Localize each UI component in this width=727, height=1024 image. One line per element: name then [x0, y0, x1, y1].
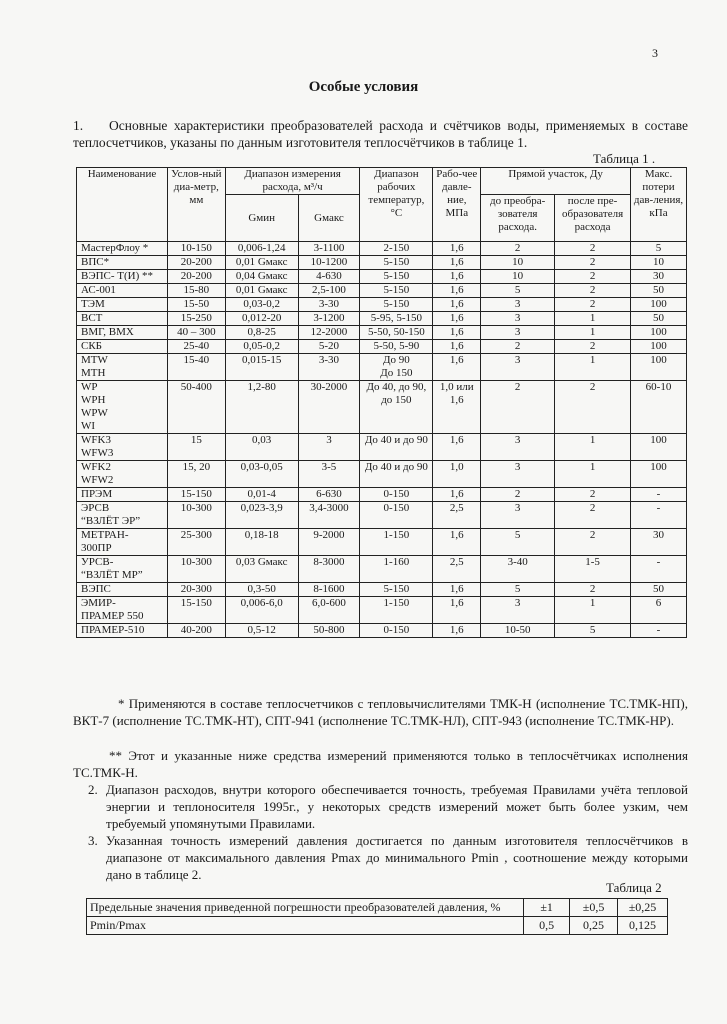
table-cell: 0,015-15 — [225, 354, 298, 381]
table-cell: 100 — [631, 461, 687, 488]
table-cell: 2 — [555, 242, 631, 256]
table-cell: 0,3-50 — [225, 583, 298, 597]
row-name-cell: ВСТ — [77, 312, 168, 326]
note-star: * Применяются в составе теплосчетчиков с тепловычислителями ТМК-Н (исполнение ТС.ТМК-НП), ВКТ-7 (исполнение ТС.ТМК-НТ), СПТ-941 (исполнение ТС.ТМК-НЛ), СПТ-943 (исполнение ТС.ТМК-НР). — [73, 696, 688, 728]
item2-text: Диапазон расходов, внутри которого обеспечивается точность, требуемая Правилами учёта тепловой энергии и теплоносителя 1995г., у некоторых средств измерений может быть более узким, чем требуемый упомянутыми Правилами. — [106, 782, 688, 831]
table-cell: 0,5-12 — [225, 624, 298, 638]
table-cell: 1 — [555, 312, 631, 326]
table-cell: 15-250 — [167, 312, 225, 326]
table-cell: 2 — [555, 270, 631, 284]
table-cell: 15 — [167, 434, 225, 461]
table-cell: 15-40 — [167, 354, 225, 381]
table-cell: 0,012-20 — [225, 312, 298, 326]
table-row — [77, 434, 687, 461]
table-row — [77, 354, 687, 381]
table-cell: 15-150 — [167, 597, 225, 624]
table-cell: 3-1200 — [298, 312, 360, 326]
table-cell: 1,6 — [433, 284, 481, 298]
table-cell: 2 — [481, 488, 555, 502]
table2 — [86, 898, 668, 935]
row-name-cell: ПРАМЕР-510 — [77, 624, 168, 638]
table-cell: 50 — [631, 312, 687, 326]
table-cell: 0,18-18 — [225, 529, 298, 556]
note-double-star: ** Этот и указанные ниже средства измерений применяются только в теплосчётчиках исполнения ТС.ТМК-Н. — [73, 748, 688, 780]
intro-text: Основные характеристики преобразователей расхода и счётчиков воды, применяемых в составе теплосчетчиков, указаны по данным изготовителя теплосчётчиков в таблице 1. — [73, 118, 688, 150]
table-cell: 50 — [631, 583, 687, 597]
table-row — [77, 583, 687, 597]
table-cell: 15-50 — [167, 298, 225, 312]
table-cell: 3 — [481, 354, 555, 381]
table-cell: 1,0 или 1,6 — [433, 381, 481, 434]
header-straight-section: Прямой участок, Ду — [481, 168, 631, 195]
table-cell: 10 — [631, 256, 687, 270]
table-cell: 0,006-1,24 — [225, 242, 298, 256]
row-name-cell: ЭРСВ “ВЗЛЁТ ЭР” — [77, 502, 168, 529]
table-cell: 0,01 Gмакс — [225, 256, 298, 270]
table-cell: 0,03 Gмакс — [225, 556, 298, 583]
row-name-cell: WP WPH WPW WI — [77, 381, 168, 434]
page-title: Особые условия — [308, 79, 419, 95]
table-cell: 2-150 — [360, 242, 433, 256]
table2-cell: 0,125 — [618, 917, 668, 935]
table-cell: 3 — [298, 434, 360, 461]
table-cell: 5-20 — [298, 340, 360, 354]
table-cell: - — [631, 502, 687, 529]
table2-cell: 0,25 — [570, 917, 618, 935]
table-cell: 3 — [481, 312, 555, 326]
table-cell: 40-200 — [167, 624, 225, 638]
table-cell: 0,01 Gмакс — [225, 284, 298, 298]
row-name-cell: УРСВ- “ВЗЛЁТ МР” — [77, 556, 168, 583]
table-cell: 0-150 — [360, 624, 433, 638]
table1-body — [77, 242, 687, 638]
table-cell: 10-300 — [167, 556, 225, 583]
header-flow-range: Диапазон измерения расхода, м³/ч — [225, 168, 360, 195]
table-cell: 1,6 — [433, 488, 481, 502]
table-cell: До 40, до 90, до 150 — [360, 381, 433, 434]
table-cell: 1,6 — [433, 326, 481, 340]
table-cell: 2 — [555, 583, 631, 597]
table-cell: 3 — [481, 434, 555, 461]
table1 — [76, 167, 687, 638]
table-cell: 25-300 — [167, 529, 225, 556]
header-gmax: Gмакс — [298, 195, 360, 242]
table-row — [77, 488, 687, 502]
table1-header — [77, 168, 687, 242]
table-cell: 1,6 — [433, 270, 481, 284]
table-cell: 5-150 — [360, 270, 433, 284]
table-cell: 1,6 — [433, 340, 481, 354]
table-cell: 2 — [481, 242, 555, 256]
table-cell: 1 — [555, 461, 631, 488]
table-cell: 25-40 — [167, 340, 225, 354]
table-cell: 0-150 — [360, 488, 433, 502]
table-cell: До 40 и до 90 — [360, 434, 433, 461]
table-cell: 3,4-3000 — [298, 502, 360, 529]
table-row — [77, 556, 687, 583]
table-row — [77, 381, 687, 434]
table-cell: 1,6 — [433, 354, 481, 381]
header-pressure: Рабо-чее давле-ние, МПа — [433, 168, 481, 242]
table-cell: 2 — [555, 298, 631, 312]
table-cell: 2 — [555, 529, 631, 556]
row-name-cell: ВПС* — [77, 256, 168, 270]
table-cell: 1 — [555, 597, 631, 624]
table-cell: 5-50, 50-150 — [360, 326, 433, 340]
intro-paragraph — [73, 117, 688, 151]
table-cell: 100 — [631, 434, 687, 461]
table-cell: 2 — [555, 488, 631, 502]
table-cell: 2,5 — [433, 502, 481, 529]
table-cell: 3 — [481, 298, 555, 312]
header-diameter: Услов-ный диа-метр, мм — [167, 168, 225, 242]
row-name-cell: WFK3 WFW3 — [77, 434, 168, 461]
table-cell: 0-150 — [360, 502, 433, 529]
table-cell: 6,0-600 — [298, 597, 360, 624]
table-cell: 50-400 — [167, 381, 225, 434]
table-cell: 0,01-4 — [225, 488, 298, 502]
row-name-cell: MTW MTH — [77, 354, 168, 381]
table-row — [77, 326, 687, 340]
table-cell: 1,2-80 — [225, 381, 298, 434]
table-cell: 1,0 — [433, 461, 481, 488]
table-row — [77, 597, 687, 624]
table-cell: 0,04 Gмакс — [225, 270, 298, 284]
table-cell: 6-630 — [298, 488, 360, 502]
row-name-cell: ВМГ, ВМХ — [77, 326, 168, 340]
table2-cell: ±0,25 — [618, 899, 668, 917]
table-cell: - — [631, 624, 687, 638]
table-cell: 50-800 — [298, 624, 360, 638]
table-cell: 100 — [631, 326, 687, 340]
table-cell: 20-200 — [167, 256, 225, 270]
table2-cell: Предельные значения приведенной погрешности преобразователей давления, % — [87, 899, 524, 917]
table-cell: 10-1200 — [298, 256, 360, 270]
table-row — [77, 270, 687, 284]
table-cell: 5 — [555, 624, 631, 638]
table-cell: 6 — [631, 597, 687, 624]
table-cell: До 90 До 150 — [360, 354, 433, 381]
item3-number: 3. — [88, 833, 98, 848]
header-temperature: Диапазон рабочих температур, °С — [360, 168, 433, 242]
header-after: после пре-образователя расхода — [555, 195, 631, 242]
table-cell: 1 — [555, 434, 631, 461]
table-cell: 1 — [555, 326, 631, 340]
table-cell: 5-150 — [360, 298, 433, 312]
table-cell: 10 — [481, 256, 555, 270]
table2-row — [87, 899, 668, 917]
table2-cell: 0,5 — [524, 917, 570, 935]
row-name-cell: МЕТРАН- 300ПР — [77, 529, 168, 556]
table-cell: 2 — [481, 340, 555, 354]
row-name-cell: WFK2 WFW2 — [77, 461, 168, 488]
table-cell: 0,03-0,2 — [225, 298, 298, 312]
table-cell: 1-160 — [360, 556, 433, 583]
table-row — [77, 461, 687, 488]
table-cell: 3-40 — [481, 556, 555, 583]
table-row — [77, 624, 687, 638]
row-name-cell: ТЭМ — [77, 298, 168, 312]
table-cell: 2 — [555, 256, 631, 270]
table-cell: 100 — [631, 340, 687, 354]
table-cell: 10-50 — [481, 624, 555, 638]
table-cell: 5-50, 5-90 — [360, 340, 433, 354]
table2-caption: Таблица 2 — [606, 880, 662, 895]
table-cell: 3-1100 — [298, 242, 360, 256]
table-cell: - — [631, 556, 687, 583]
table-cell: 3-5 — [298, 461, 360, 488]
table-cell: 5 — [631, 242, 687, 256]
table1-caption: Таблица 1 . — [593, 151, 656, 166]
table-cell: 1,6 — [433, 256, 481, 270]
row-name-cell: ВЭПС — [77, 583, 168, 597]
table-cell: 20-300 — [167, 583, 225, 597]
table-cell: 1-5 — [555, 556, 631, 583]
row-name-cell: СКБ — [77, 340, 168, 354]
table-cell: 15-80 — [167, 284, 225, 298]
table-cell: 3-30 — [298, 298, 360, 312]
table-cell: 3 — [481, 326, 555, 340]
table-cell: 30 — [631, 270, 687, 284]
table-cell: 4-630 — [298, 270, 360, 284]
header-pressure-loss: Макс. потери дав-ления, кПа — [631, 168, 687, 242]
table-cell: 30-2000 — [298, 381, 360, 434]
header-name: Наименование — [77, 168, 168, 242]
item3-text: Указанная точность измерений давления достигается по данным изготовителя теплосчётчиков в диапазоне от максимального давления Pmax до минимального Pmin , соотношение между которыми дано в таблице 2. — [106, 833, 688, 882]
table-cell: 5-150 — [360, 284, 433, 298]
table-cell: 15-150 — [167, 488, 225, 502]
row-name-cell: ПРЭМ — [77, 488, 168, 502]
table-cell: 2,5-100 — [298, 284, 360, 298]
table-cell: 5-150 — [360, 256, 433, 270]
table-cell: 10-150 — [167, 242, 225, 256]
table-row — [77, 256, 687, 270]
table-cell: 1-150 — [360, 529, 433, 556]
table-cell: 10 — [481, 270, 555, 284]
table-cell: 8-1600 — [298, 583, 360, 597]
table-cell: 0,03-0,05 — [225, 461, 298, 488]
table-cell: 3 — [481, 502, 555, 529]
table-cell: 1,6 — [433, 624, 481, 638]
header-before: до преобра-зователя расхода. — [481, 195, 555, 242]
table-cell: 9-2000 — [298, 529, 360, 556]
table-cell: 0,023-3,9 — [225, 502, 298, 529]
table-cell: 1-150 — [360, 597, 433, 624]
table-row — [77, 284, 687, 298]
table-cell: 5-95, 5-150 — [360, 312, 433, 326]
table-cell: 5 — [481, 284, 555, 298]
table-cell: - — [631, 488, 687, 502]
table-cell: 30 — [631, 529, 687, 556]
row-name-cell: ЭМИР- ПРАМЕР 550 — [77, 597, 168, 624]
table-cell: 12-2000 — [298, 326, 360, 340]
table-cell: 20-200 — [167, 270, 225, 284]
table-cell: 1,6 — [433, 583, 481, 597]
table2-cell: ±0,5 — [570, 899, 618, 917]
row-name-cell: ВЭПС- Т(И) ** — [77, 270, 168, 284]
table-cell: 1,6 — [433, 597, 481, 624]
table-cell: 3-30 — [298, 354, 360, 381]
table-row — [77, 529, 687, 556]
table-cell: 5 — [481, 529, 555, 556]
table-cell: 40 – 300 — [167, 326, 225, 340]
table-row — [77, 340, 687, 354]
table-cell: 0,05-0,2 — [225, 340, 298, 354]
table-cell: 0,03 — [225, 434, 298, 461]
table-cell: 3 — [481, 461, 555, 488]
table-cell: 60-10 — [631, 381, 687, 434]
table-cell: 2 — [555, 284, 631, 298]
table-cell: 2 — [555, 502, 631, 529]
header-gmin: Gмин — [225, 195, 298, 242]
table-cell: 2 — [555, 381, 631, 434]
table-cell: 5-150 — [360, 583, 433, 597]
table2-cell: Pmin/Pmax — [87, 917, 524, 935]
table-cell: 2,5 — [433, 556, 481, 583]
table-cell: 3 — [481, 597, 555, 624]
table-cell: 2 — [555, 340, 631, 354]
row-name-cell: МастерФлоу * — [77, 242, 168, 256]
table-cell: 1,6 — [433, 529, 481, 556]
table-cell: 2 — [481, 381, 555, 434]
table-cell: 100 — [631, 354, 687, 381]
table-cell: 0,006-6,0 — [225, 597, 298, 624]
row-name-cell: АС-001 — [77, 284, 168, 298]
page-number: 3 — [652, 46, 658, 60]
table-cell: 1 — [555, 354, 631, 381]
table-cell: 50 — [631, 284, 687, 298]
table-row — [77, 298, 687, 312]
table2-cell: ±1 — [524, 899, 570, 917]
table-row — [77, 242, 687, 256]
table-cell: 15, 20 — [167, 461, 225, 488]
table-cell: 8-3000 — [298, 556, 360, 583]
table-cell: 0,8-25 — [225, 326, 298, 340]
table-cell: 5 — [481, 583, 555, 597]
table-cell: 100 — [631, 298, 687, 312]
item2-number: 2. — [88, 782, 98, 797]
table-cell: 1,6 — [433, 312, 481, 326]
table-row — [77, 312, 687, 326]
table-cell: 1,6 — [433, 298, 481, 312]
table-row — [77, 502, 687, 529]
table2-row — [87, 917, 668, 935]
table-cell: 1,6 — [433, 242, 481, 256]
table-cell: 10-300 — [167, 502, 225, 529]
table-cell: До 40 и до 90 — [360, 461, 433, 488]
table-cell: 1,6 — [433, 434, 481, 461]
intro-number: 1. — [73, 118, 84, 133]
